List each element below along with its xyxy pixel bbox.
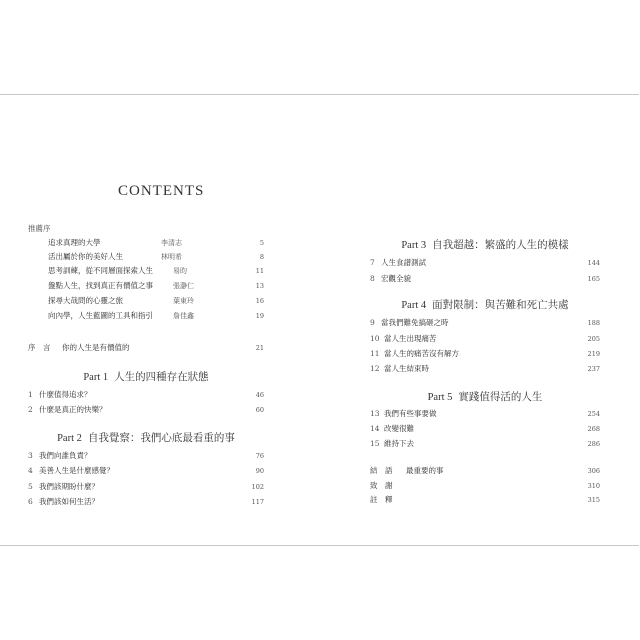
entry-page: 76 [255, 452, 264, 460]
entry-title: 你的人生是有價值的 [62, 343, 130, 352]
recommend-entry [28, 251, 264, 263]
part-title: 自我覺察：我們心底最看重的事 [87, 432, 235, 444]
entry-page: 254 [587, 410, 600, 418]
recommend-entry [28, 237, 264, 249]
chapter-entry [370, 333, 600, 345]
recommend-label: 推薦序 [28, 224, 51, 233]
entry-title: 什麼值得追求？ [39, 390, 92, 399]
chapter-number: 6 [28, 497, 33, 506]
recommend-entry [28, 295, 264, 307]
entry-page: 60 [255, 406, 264, 414]
entry-page: 144 [587, 259, 600, 267]
chapter-number: 4 [28, 466, 33, 475]
entry-page: 16 [255, 297, 264, 305]
chapter-number: 5 [28, 482, 33, 491]
preface-label: 序 言 [28, 343, 51, 352]
entry-page: 315 [587, 496, 600, 504]
entry-page: 13 [255, 282, 264, 290]
entry-title: 改變很難 [384, 424, 414, 433]
entry-title: 我們向誰負責？ [39, 451, 92, 460]
entry-title: 最重要的事 [406, 466, 444, 475]
chapter-entry [28, 404, 264, 416]
entry-page: 11 [255, 267, 264, 275]
chapter-number: 2 [28, 405, 33, 414]
entry-title: 追求真理的大學 [48, 238, 101, 247]
entry-author: 林明希 [161, 253, 182, 261]
part-heading [370, 389, 600, 404]
entry-title: 當人生的痛苦沒有解方 [384, 349, 459, 358]
chapter-entry [370, 273, 600, 285]
chapter-number: 1 [28, 390, 33, 399]
entry-page: 188 [587, 319, 600, 327]
entry-title: 當人生出現痛苦 [384, 334, 437, 343]
chapter-number: 8 [370, 274, 375, 283]
entry-title: 維持下去 [384, 439, 414, 448]
chapter-number: 12 [370, 364, 380, 373]
entry-page: 5 [259, 239, 264, 247]
chapter-entry [28, 465, 264, 477]
contents-title: CONTENTS [118, 183, 205, 199]
part-number: Part 5 [427, 392, 453, 403]
entry-author: 葉東玲 [173, 297, 194, 305]
chapter-entry [370, 423, 600, 435]
chapter-entry [370, 363, 600, 375]
chapter-entry [28, 496, 264, 508]
entry-title: 當我們難免搞砸之時 [381, 318, 449, 327]
endmatter-label: 註 釋 [370, 495, 393, 504]
entry-page: 219 [587, 350, 600, 358]
entry-title: 人生食譜測試 [381, 258, 426, 267]
entry-page: 165 [587, 275, 600, 283]
chapter-number: 10 [370, 334, 380, 343]
chapter-entry [28, 481, 264, 493]
recommend-entry [28, 310, 264, 322]
entry-title: 探尋大哉問的心靈之旅 [48, 296, 123, 305]
chapter-entry [370, 438, 600, 450]
chapter-entry [370, 317, 600, 329]
chapter-number: 11 [370, 349, 380, 358]
part-title: 人生的四種存在狀態 [114, 371, 209, 383]
endmatter-label: 結 語 [370, 466, 393, 475]
entry-page: 8 [259, 253, 264, 261]
chapter-number: 13 [370, 409, 380, 418]
entry-page: 102 [251, 483, 264, 491]
entry-page: 19 [255, 312, 264, 320]
entry-page: 268 [587, 425, 600, 433]
part-number: Part 1 [83, 372, 109, 383]
endmatter-entry [370, 465, 600, 477]
part-number: Part 3 [401, 240, 427, 251]
part-heading [370, 237, 600, 252]
entry-title: 宏觀全貌 [381, 274, 411, 283]
part-heading [28, 430, 264, 445]
part-heading [28, 369, 264, 384]
part-number: Part 2 [57, 433, 82, 444]
chapter-number: 14 [370, 424, 380, 433]
chapter-number: 9 [370, 318, 375, 327]
chapter-entry [370, 408, 600, 420]
entry-title: 當人生結束時 [384, 364, 429, 373]
endmatter-entry [370, 494, 600, 506]
entry-author: 詹佳鑫 [173, 312, 194, 320]
entry-page: 46 [255, 391, 264, 399]
endmatter-entry [370, 480, 600, 492]
entry-title: 什麼是真正的快樂？ [39, 405, 107, 414]
entry-title: 盤點人生，找到真正有價值之事 [48, 281, 153, 290]
entry-title: 思考訓練，從不同層面探索人生 [48, 266, 153, 275]
entry-page: 286 [587, 440, 600, 448]
chapter-entry [28, 450, 264, 462]
recommend-entry [28, 265, 264, 277]
entry-author: 張瀞仁 [173, 282, 194, 290]
entry-title: 我們有些事要做 [384, 409, 437, 418]
chapter-entry [370, 257, 600, 269]
entry-page: 21 [255, 344, 264, 352]
entry-author: 李清志 [161, 239, 182, 247]
entry-page: 117 [251, 498, 264, 506]
entry-title: 活出屬於你的美好人生 [48, 252, 123, 261]
entry-page: 90 [255, 467, 264, 475]
entry-page: 306 [587, 467, 600, 475]
part-heading [370, 297, 600, 312]
entry-page: 237 [587, 365, 600, 373]
chapter-entry [370, 348, 600, 360]
endmatter-label: 致 謝 [370, 481, 393, 490]
part-title: 面對限制：與苦難和死亡共處 [432, 299, 569, 311]
part-title: 自我超越：繁盛的人生的模樣 [432, 239, 569, 251]
entry-title: 美善人生是什麼感覺？ [39, 466, 114, 475]
entry-title: 向內學，人生藍圖的工具和指引 [48, 311, 153, 320]
recommend-entry [28, 280, 264, 292]
part-title: 實踐值得活的人生 [458, 391, 543, 403]
chapter-entry [28, 389, 264, 401]
entry-page: 310 [587, 482, 600, 490]
entry-author: 易昀 [173, 267, 187, 275]
entry-title: 我們該如何生活？ [39, 497, 99, 506]
part-number: Part 4 [401, 300, 427, 311]
preface-entry [28, 342, 264, 354]
chapter-number: 7 [370, 258, 375, 267]
entry-page: 205 [587, 335, 600, 343]
chapter-number: 3 [28, 451, 33, 460]
entry-title: 我們該期盼什麼？ [39, 482, 99, 491]
chapter-number: 15 [370, 439, 380, 448]
